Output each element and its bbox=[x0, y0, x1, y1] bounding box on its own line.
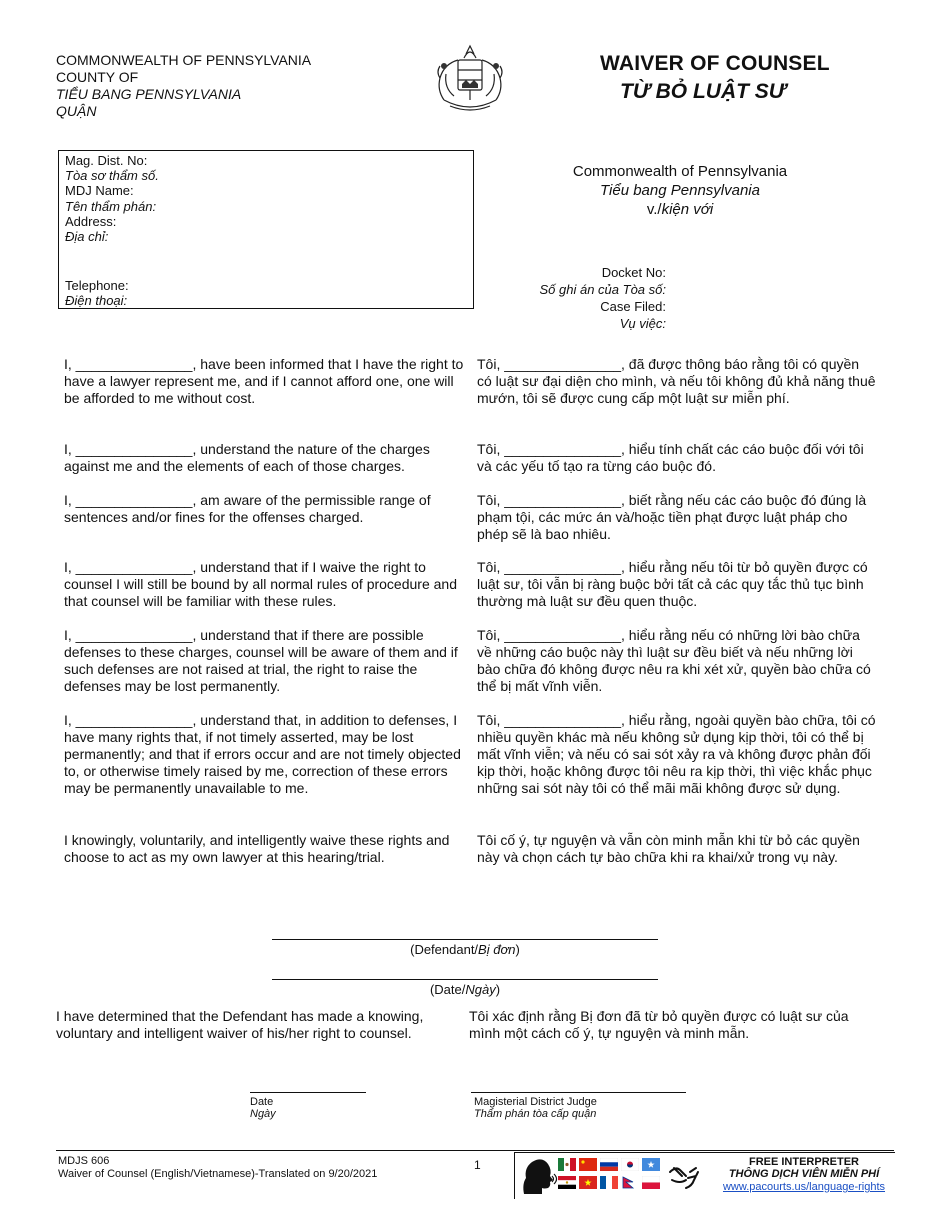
judge-signature-label: Magisterial District Judge Thẩm phán tòa cấp quận bbox=[474, 1096, 597, 1120]
telephone-label: Telephone: bbox=[65, 278, 129, 294]
china-flag-icon bbox=[579, 1158, 597, 1171]
address-label-vi: Địa chỉ: bbox=[65, 229, 109, 245]
court-info-box bbox=[58, 150, 474, 309]
korea-flag-icon bbox=[621, 1158, 639, 1171]
form-number: MDJS 606 bbox=[58, 1155, 110, 1167]
paragraph-en-range-of-sentences: I, _______________, am aware of the permissible range of sentences and/or fines for the offenses charged. bbox=[64, 492, 431, 525]
free-interpreter-label: FREE INTERPRETER bbox=[748, 1156, 859, 1168]
mdj-name-label: MDJ Name: bbox=[65, 183, 134, 199]
egypt-flag-icon bbox=[558, 1176, 576, 1189]
paragraph-vi-range-of-sentences: Tôi, _______________, biết rằng nếu các cáo buộc đó đúng là phạm tội, các mức án và/hoặc tiền phạt được luật pháp cho phép sẽ là bao nhiêu. bbox=[477, 492, 867, 542]
date-signature-label: (Date/Ngày) bbox=[429, 982, 501, 997]
russia-flag-icon bbox=[600, 1158, 618, 1171]
mag-dist-label: Mag. Dist. No: bbox=[65, 153, 148, 168]
form-title-footer: Waiver of Counsel (English/Vietnamese)-Translated on 9/20/2021 bbox=[58, 1168, 378, 1180]
paragraph-en-rules-of-procedure: I, _______________, understand that if I waive the right to counsel I will still be bound by all normal rules of procedure and that counsel will be familiar with these rules. bbox=[64, 559, 457, 609]
judge-determination-vi: Tôi xác định rằng Bị đơn đã từ bỏ quyền được có luật sư của mình một cách cố ý, tự nguyện và minh mẫn. bbox=[469, 1008, 849, 1041]
case-filed-label: Case Filed: bbox=[600, 299, 666, 314]
footer-form-info bbox=[58, 1155, 377, 1181]
paragraph-vi-rules-of-procedure: Tôi, _______________, hiểu rằng nếu tôi từ bỏ quyền được có luật sư, tôi vẫn bị ràng buộc bởi tất cả các quy tắc thủ tục bình thường mà luật sư đều quen thuộc. bbox=[477, 559, 868, 609]
paragraph-en-possible-defenses: I, _______________, understand that if there are possible defenses to these charges, counsel will be aware of them and if such defenses are not raised at trial, the right to raise the defenses may be lost permanently. bbox=[64, 627, 458, 694]
paragraph-en-other-rights: I, _______________, understand that, in addition to defenses, I have many rights that, if not timely asserted, may be lost permanently; and that if errors occur and are not timely objected to, or otherwise timely raised by me, correction of these errors may be permanently unavailable to me. bbox=[64, 712, 461, 796]
paragraph-en-right-to-counsel: I, _______________, have been informed that I have the right to have a lawyer represent me, and if I cannot afford one, one will be afforded to me without cost. bbox=[64, 356, 464, 406]
commonwealth-label: COMMONWEALTH OF PENNSYLVANIA bbox=[56, 52, 312, 68]
caption-versus: v./kiện với bbox=[646, 201, 714, 218]
case-caption bbox=[540, 162, 820, 219]
caption-commonwealth-vi: Tiểu bang Pennsylvania bbox=[600, 182, 760, 199]
defendant-signature-line[interactable] bbox=[272, 939, 658, 940]
form-title bbox=[600, 52, 830, 104]
docket-label-vi: Số ghi án của Tòa số: bbox=[539, 282, 666, 297]
somalia-flag-icon bbox=[642, 1158, 660, 1171]
paragraph-vi-possible-defenses: Tôi, _______________, hiểu rằng nếu có những lời bào chữa về những cáo buộc này thì luật sư đều biết và nếu những lời bào chữa đó không được nêu ra khi xét xử, quyền bào chữa có thể bị mất vĩnh viễn. bbox=[477, 627, 871, 694]
paragraph-en-waiver-statement: I knowingly, voluntarily, and intelligently waive these rights and choose to act as my own lawyer at this hearing/trial. bbox=[64, 832, 450, 865]
page-number: 1 bbox=[474, 1158, 481, 1172]
poland-flag-icon bbox=[642, 1176, 660, 1189]
france-flag-icon bbox=[600, 1176, 618, 1189]
caption-commonwealth: Commonwealth of Pennsylvania bbox=[572, 163, 788, 180]
paragraph-en-nature-of-charges: I, _______________, understand the nature of the charges against me and the elements of each of those charges. bbox=[64, 441, 430, 474]
paragraph-vi-waiver-statement: Tôi cố ý, tự nguyện và vẫn còn minh mẫn khi từ bỏ các quyền này và chọn cách tự bào chữa khi ra khai/xử trong vụ này. bbox=[477, 832, 860, 865]
paragraph-vi-nature-of-charges: Tôi, _______________, hiểu tính chất các cáo buộc đối với tôi và các yếu tố tạo ra từng cáo buộc đó. bbox=[477, 441, 864, 474]
paragraph-vi-other-rights: Tôi, _______________, hiểu rằng, ngoài quyền bào chữa, tôi có nhiều quyền khác mà nếu không sử dụng kịp thời, tôi có thể bị mất vĩnh viễn; và nếu có sai sót xảy ra và không được phản đối kịp thời, hoặc không được tôi nêu ra kịp thời, thì việc khắc phục những sai sót này tôi có thể mãi mãi không được sử dụng. bbox=[477, 712, 876, 796]
free-interpreter-label-vi: THÔNG DỊCH VIÊN MIỄN PHÍ bbox=[728, 1168, 880, 1180]
judge-date-line[interactable] bbox=[250, 1092, 366, 1093]
county-label: COUNTY OF bbox=[56, 69, 139, 85]
judge-date-label: Date Ngày bbox=[250, 1096, 276, 1120]
free-interpreter-notice bbox=[714, 1156, 894, 1193]
mdj-name-label-vi: Tên thẩm phán: bbox=[65, 198, 157, 214]
speaking-head-icon bbox=[518, 1156, 558, 1196]
title-en: WAIVER OF COUNSEL bbox=[600, 52, 830, 75]
date-signature-line[interactable] bbox=[272, 979, 658, 980]
mexico-flag-icon bbox=[558, 1158, 576, 1171]
vietnam-flag-icon bbox=[579, 1176, 597, 1189]
case-filed-label-vi: Vụ việc: bbox=[619, 316, 666, 331]
pennsylvania-seal-icon bbox=[430, 44, 510, 116]
title-vi: TỪ BỎ LUẬT SƯ bbox=[620, 80, 786, 103]
county-label-vi: QUẬN bbox=[56, 103, 97, 119]
language-flags bbox=[558, 1158, 664, 1194]
defendant-signature-label: (Defendant/Bị đơn) bbox=[410, 942, 520, 957]
sign-language-icon bbox=[666, 1158, 702, 1192]
footer-divider bbox=[56, 1150, 894, 1151]
mag-dist-label-vi: Tòa sơ thẩm số. bbox=[65, 168, 159, 184]
commonwealth-label-vi: TIỂU BANG PENNSYLVANIA bbox=[56, 86, 242, 102]
language-rights-link[interactable]: www.pacourts.us/language-rights bbox=[722, 1181, 886, 1193]
nepal-flag-icon bbox=[621, 1176, 639, 1189]
header-court-name bbox=[56, 52, 311, 120]
address-label: Address: bbox=[65, 213, 117, 229]
judge-signature-line[interactable] bbox=[471, 1092, 686, 1093]
docket-block bbox=[480, 264, 666, 332]
docket-label: Docket No: bbox=[601, 265, 666, 280]
judge-determination-en: I have determined that the Defendant has made a knowing, voluntary and intelligent waiver of his/her right to counsel. bbox=[56, 1008, 424, 1041]
telephone-label-vi: Điện thoại: bbox=[65, 293, 128, 309]
paragraph-vi-right-to-counsel: Tôi, _______________, đã được thông báo rằng tôi có quyền có luật sư đại diện cho mình, và nếu tôi không đủ khả năng thuê mướn, tôi sẽ được cung cấp một luật sư miễn phí. bbox=[477, 356, 876, 406]
